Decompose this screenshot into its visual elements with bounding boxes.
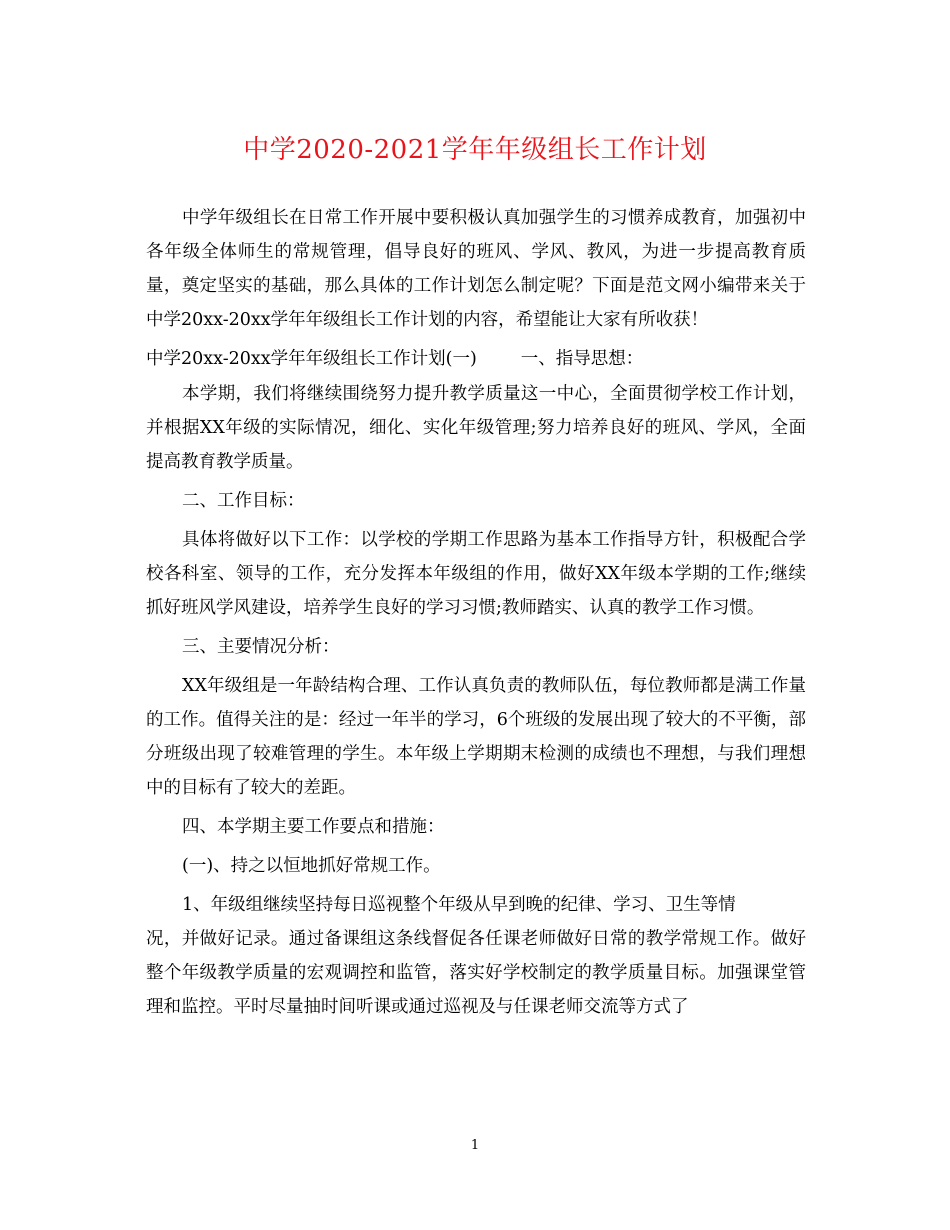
- subsection-1-heading: (一)、持之以恒地抓好常规工作。: [182, 856, 441, 876]
- item-1-first-line: 1、年级组继续坚持每日巡视整个年级从早到晚的纪律、学习、卫生等情: [182, 895, 736, 915]
- section-3-paragraph: XX年级组是一年龄结构合理、工作认真负责的教师队伍，每位教师都是满工作量的工作。值得关注的是：经过一年半的学习，6个班级的发展出现了较大的不平衡，部分班级出现了较难管理的学生。本年级上学期期末检测的成绩也不理想，与我们理想中的目标有了较大的差距。: [146, 676, 806, 798]
- section-title-line: [146, 342, 806, 376]
- intro-paragraph: 中学年级组长在日常工作开展中要积极认真加强学生的习惯养成教育，加强初中各年级全体师生的常规管理，倡导良好的班风、学风、教风，为进一步提高教育质量，奠定坚实的基础，那么具体的工作计划怎么制定呢？下面是范文网小编带来关于中学20xx-20xx学年年级组长工作计划的内容，希望能让大家有所收获！: [146, 208, 806, 330]
- section-4-heading: 四、本学期主要工作要点和措施：: [182, 817, 445, 837]
- section-title: 中学20xx-20xx学年年级组长工作计划(一): [146, 349, 477, 369]
- section-1-paragraph: 本学期，我们将继续围绕努力提升教学质量这一中心，全面贯彻学校工作计划，并根据XX年级的实际情况，细化、实化年级管理;努力培养良好的班风、学风，全面提高教育教学质量。: [146, 384, 806, 472]
- section-2-paragraph: 具体将做好以下工作：以学校的学期工作思路为基本工作指导方针，积极配合学校各科室、领导的工作，充分发挥本年级组的作用，做好XX年级本学期的工作;继续抓好班风学风建设，培养学生良好的学习习惯;教师踏实、认真的教学工作习惯。: [146, 530, 806, 618]
- section-3-heading: 三、主要情况分析：: [182, 637, 340, 657]
- document-title: 中学2020-2021学年年级组长工作计划: [243, 135, 707, 165]
- section-1-heading: 一、指导思想：: [520, 349, 644, 369]
- page-number: 1: [470, 1138, 480, 1153]
- document-body: [146, 201, 806, 1024]
- item-1-paragraph: 况，并做好记录。通过备课组这条线督促各任课老师做好日常的教学常规工作。做好整个年级教学质量的宏观调控和监管，落实好学校制定的教学质量目标。加强课堂管理和监控。平时尽量抽时间听课或通过巡视及与任课老师交流等方式了: [146, 929, 806, 1017]
- section-2-heading: 二、工作目标：: [182, 491, 305, 511]
